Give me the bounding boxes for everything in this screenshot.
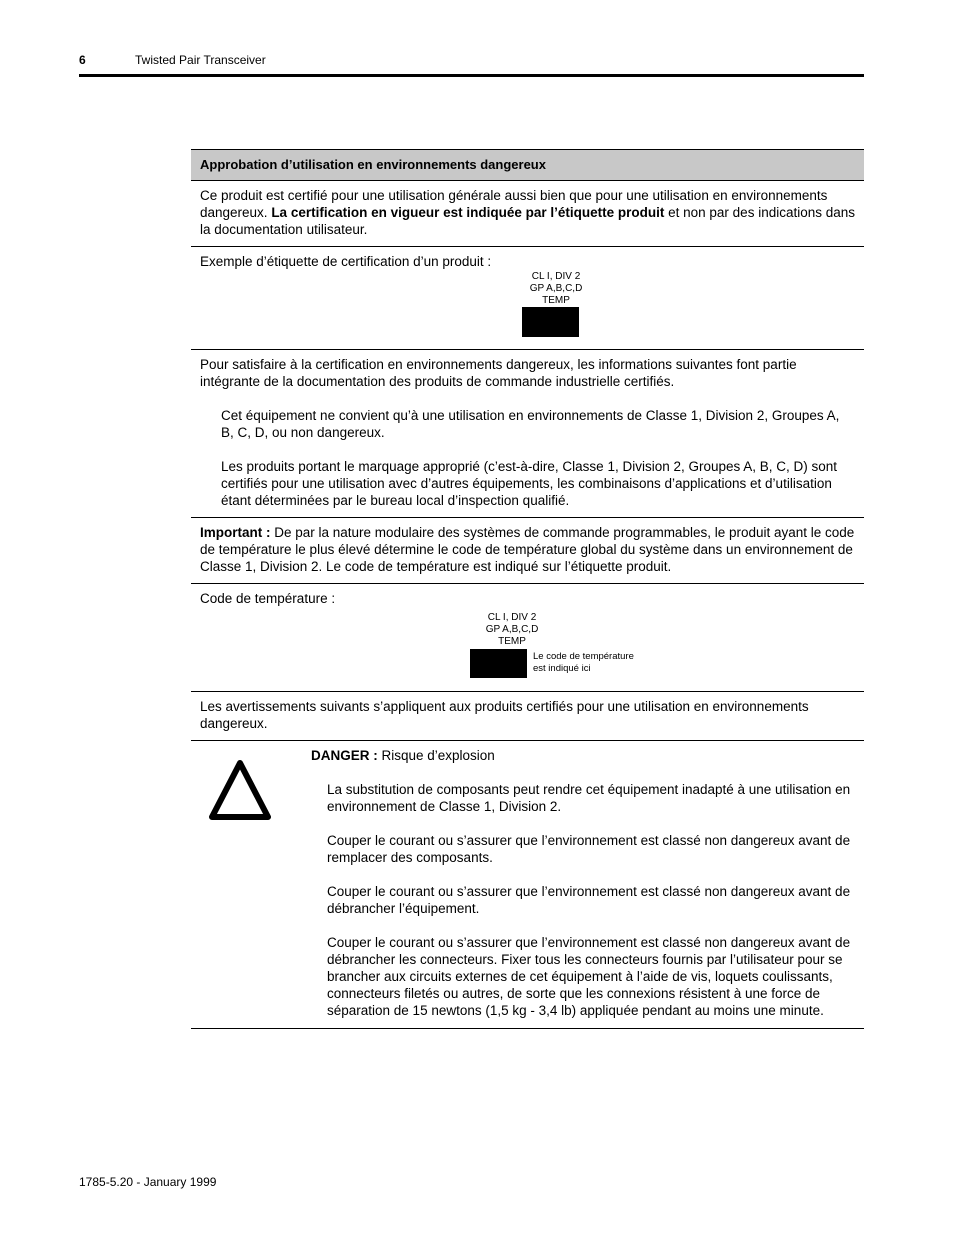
- cert-text-part2: et non par des indications dans la documentation utilisateur.: [200, 205, 856, 237]
- important-body: De par la nature modulaire des systèmes de commande programmables, le produit ayant le code de température le plus élevé détermine le code de température global du système dans un environnement de Classe 1, Division 2. Le code de température est indiqué sur l’étiquette produit.: [200, 525, 855, 574]
- example-intro: Exemple d’étiquette de certification d’un produit :: [200, 254, 492, 269]
- table-heading-text: Approbation d’utilisation en environnements dangereux: [200, 157, 546, 172]
- page-number: 6: [79, 53, 86, 67]
- danger-title: Risque d’explosion: [377, 748, 495, 763]
- requirement-item: Cet équipement ne convient qu’à une utilisation en environnements de Classe 1, Division 2, Groupes A, B, C, D, ou non dangereux.: [221, 408, 840, 440]
- temp-label-text: [462, 612, 562, 648]
- danger-item: Couper le courant ou s’assurer que l’environnement est classé non dangereux avant de débrancher l’équipement.: [327, 884, 851, 916]
- important-section: [191, 518, 864, 584]
- warning-triangle-icon: [191, 747, 311, 1019]
- certification-section: [191, 181, 864, 247]
- example-label-text: [506, 271, 606, 307]
- danger-item: Couper le courant ou s’assurer que l’environnement est classé non dangereux avant de débrancher les connecteurs. Fixer tous les connecteurs fournis par l’utilisateur pour se brancher aux circuits externes de cet équipement à l’aide de vis, loquets coulissants, connecteurs filetés ou autres, de sorte que les connexions résistent à une force de séparation de 15 newtons (1,5 kg - 3,4 lb) appliquée pendant au moins une minute.: [327, 935, 851, 1018]
- label-line: CL I, DIV 2: [487, 612, 537, 623]
- label-line: TEMP: [498, 636, 526, 647]
- danger-heading: [311, 747, 856, 764]
- temp-label-black-box: [470, 649, 527, 678]
- label-line: GP A,B,C,D: [485, 624, 539, 635]
- label-line: TEMP: [542, 295, 570, 306]
- note-line: Le code de température: [533, 651, 634, 662]
- example-label-black-box: [522, 307, 579, 337]
- danger-item: La substitution de composants peut rendre cet équipement inadapté à une utilisation en environnement de Classe 1, Division 2.: [327, 782, 851, 814]
- temp-code-intro: Code de température :: [200, 591, 336, 606]
- footer-doc-id: 1785-5.20 - January 1999: [79, 1175, 217, 1189]
- temperature-code-section: [191, 584, 864, 692]
- warnings-intro: Les avertissements suivants s’appliquent aux produits certifiés pour une utilisation en environnements dangereux.: [200, 699, 809, 731]
- danger-label: DANGER :: [311, 748, 378, 763]
- certification-text: [200, 187, 855, 238]
- running-title: Twisted Pair Transceiver: [135, 53, 266, 67]
- requirement-item: Les produits portant le marquage approprié (c’est-à-dire, Classe 1, Division 2, Groupes A, B, C, D) sont certifiés pour une utilisation avec d’autres équipements, les combinaisons d’applications et d’utilisation étant déterminées par le bureau local d’inspection qualifié.: [221, 459, 838, 508]
- cert-text-bold: La certification en vigueur est indiquée par l’étiquette produit: [271, 205, 665, 220]
- label-line: CL I, DIV 2: [531, 271, 581, 282]
- danger-item: Couper le courant ou s’assurer que l’environnement est classé non dangereux avant de remplacer des composants.: [327, 833, 851, 865]
- requirements-intro: Pour satisfaire à la certification en environnements dangereux, les informations suivantes font partie intégrante de la documentation des produits de commande industrielle certifiés.: [200, 357, 797, 389]
- header-rule: [79, 74, 864, 77]
- warnings-intro-section: [191, 692, 864, 741]
- important-label: Important :: [200, 525, 271, 540]
- cert-text-part1: Ce produit est certifié pour une utilisation générale aussi bien que pour une utilisation en environnements dangereux.: [200, 188, 828, 220]
- label-line: GP A,B,C,D: [529, 283, 583, 294]
- temp-code-note: [533, 651, 634, 675]
- hazardous-approval-table: [191, 149, 864, 1029]
- important-text: [200, 524, 855, 575]
- requirements-section: [191, 350, 864, 518]
- table-heading: [191, 149, 864, 181]
- danger-section: [191, 741, 864, 1029]
- note-line: est indiqué ici: [533, 663, 591, 674]
- example-label-section: [191, 247, 864, 350]
- danger-body: [311, 747, 864, 1019]
